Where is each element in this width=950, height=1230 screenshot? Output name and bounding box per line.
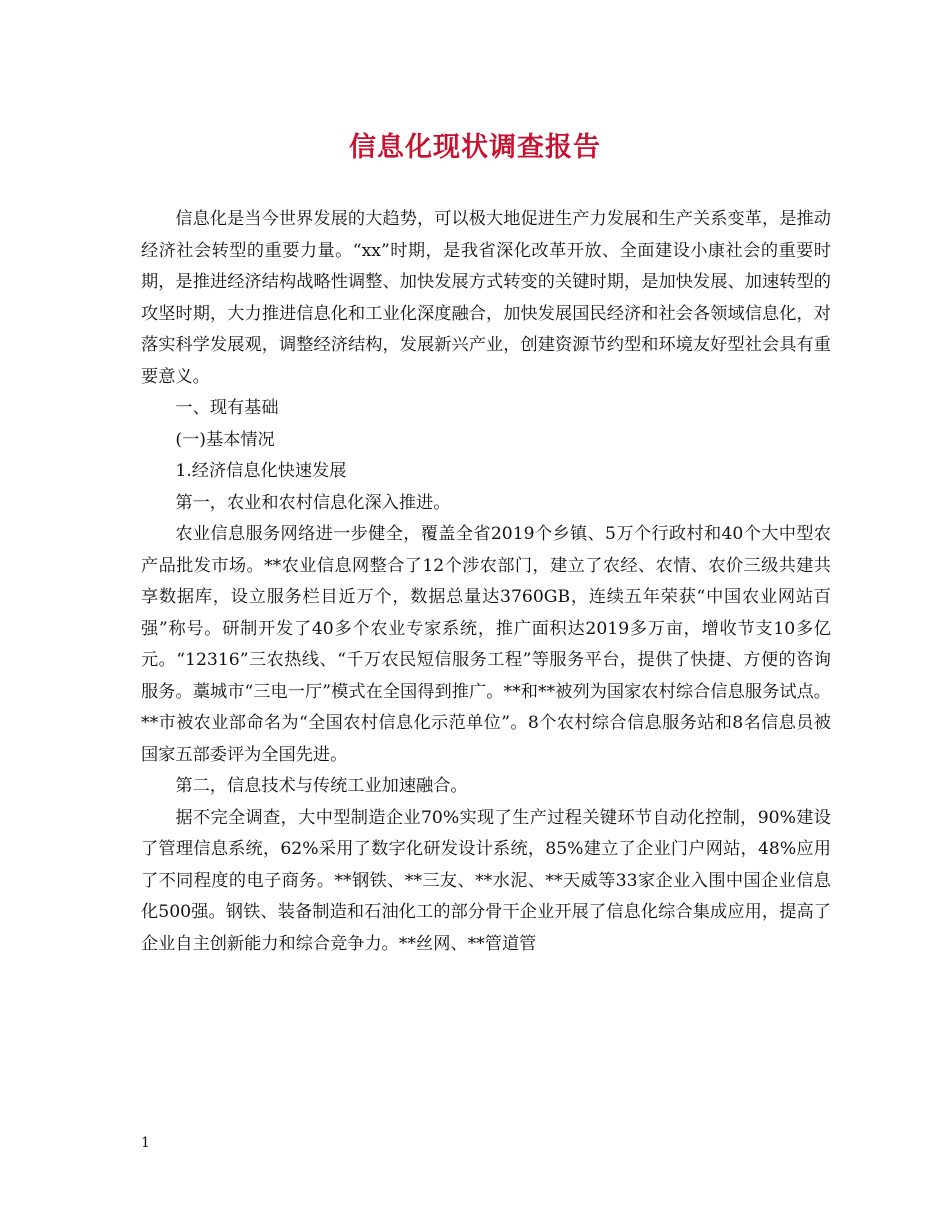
industry-paragraph: 据不完全调查，大中型制造企业70%实现了生产过程关键环节自动化控制，90%建设了管理信息系统，62%采用了数字化研发设计系统，85%建立了企业门户网站，48%应用了不同程度的电子商务。**钢铁、**三友、**水泥、**天威等33家企业入围中国企业信息化500强。钢铁、装备制造和石油化工的部分骨干企业开展了信息化综合集成应用，提高了企业自主创新能力和综合竞争力。**丝网、**管道管	[141, 807, 831, 954]
agriculture-paragraph: 农业信息服务网络进一步健全，覆盖全省2019个乡镇、5万个行政村和40个大中型农产品批发市场。**农业信息网整合了12个涉农部门，建立了农经、农情、农价三级共建共享数据库，设立服务栏目近万个，数据总量达3760GB，连续五年荣获“中国农业网站百强”称号。研制开发了40多个农业专家系统，推广面积达2019多万亩，增收节支10多亿元。“12316”三农热线、“千万农民短信服务工程”等服务平台，提供了快捷、方便的咨询服务。藁城市“三电一厅”模式在全国得到推广。**和**被列为国家农村综合信息服务试点。**市被农业部命名为“全国农村信息化示范单位”。8个农村综合信息服务站和8名信息员被国家五部委评为全国先进。	[141, 524, 831, 765]
intro-paragraph: 信息化是当今世界发展的大趋势，可以极大地促进生产力发展和生产关系变革，是推动经济社会转型的重要力量。“xx”时期，是我省深化改革开放、全面建设小康社会的重要时期，是推进经济结构战略性调整、加快发展方式转变的关键时期，是加快发展、加速转型的攻坚时期，大力推进信息化和工业化深度融合，加快发展国民经济和社会各领域信息化，对落实科学发展观，调整经济结构，发展新兴产业，创建资源节约型和环境友好型社会具有重要意义。	[141, 209, 831, 387]
document-title: 信息化现状调查报告	[349, 132, 601, 163]
page-number: 1	[141, 1135, 150, 1151]
point-heading-agriculture: 第一，农业和农村信息化深入推进。	[175, 492, 451, 513]
item-heading: 1.经济信息化快速发展	[175, 461, 347, 481]
subsection-heading: (一)基本情况	[175, 429, 275, 450]
point-heading-industry: 第二，信息技术与传统工业加速融合。	[175, 776, 468, 796]
document-body	[141, 204, 831, 960]
section-heading: 一、现有基础	[175, 398, 279, 418]
